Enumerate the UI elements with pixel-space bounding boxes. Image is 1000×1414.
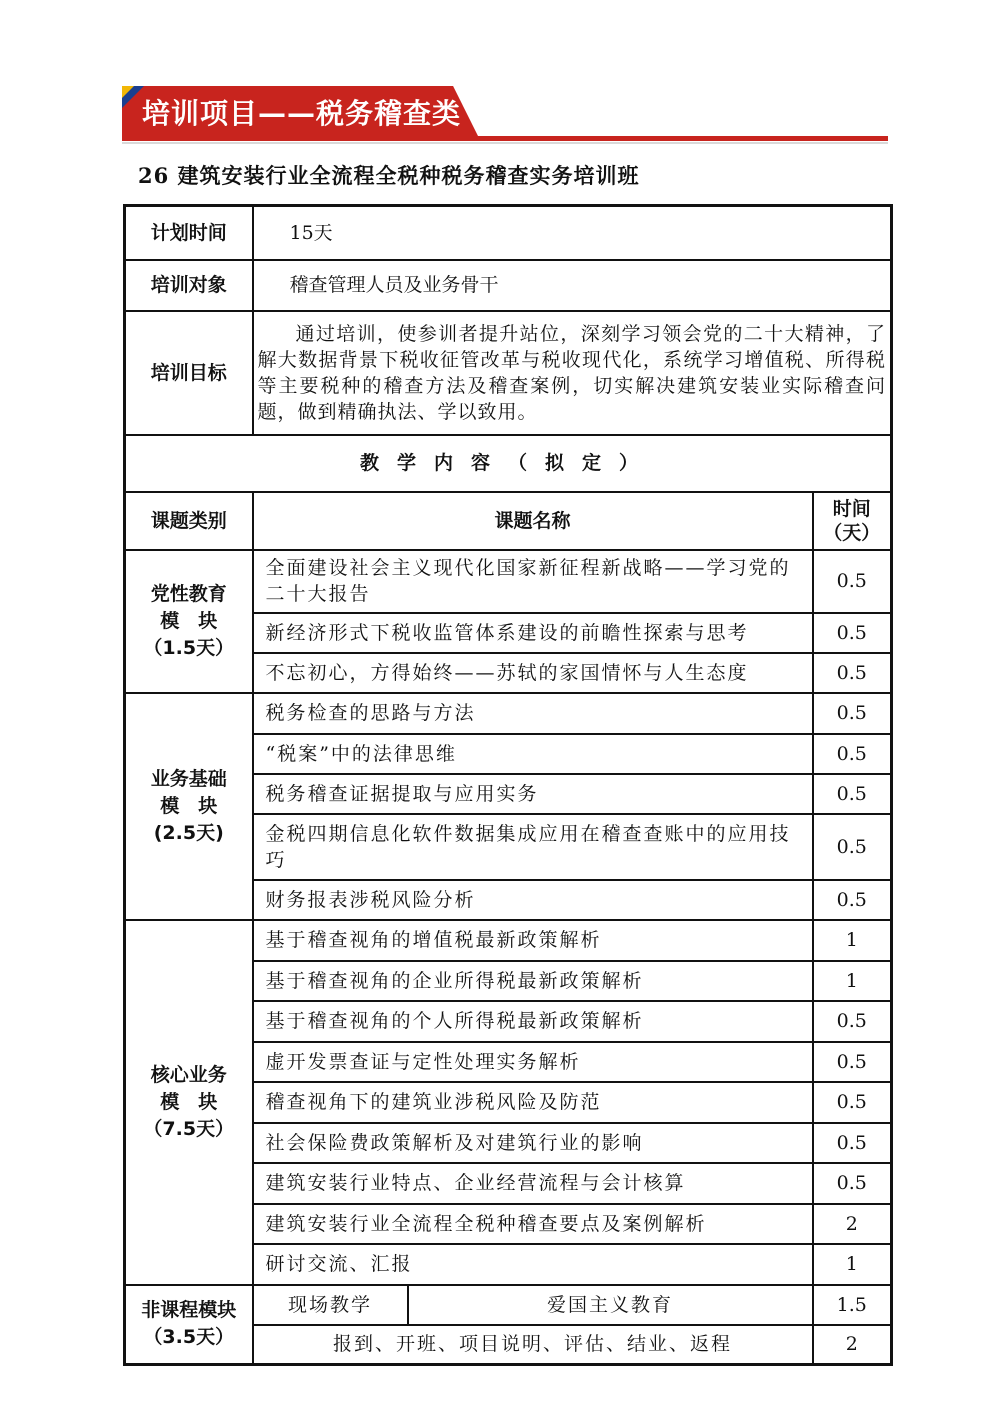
table-row bbox=[125, 920, 892, 961]
topic-name: 税务稽查证据提取与应用实务 bbox=[253, 774, 813, 814]
banner-corner-yellow bbox=[122, 86, 134, 98]
banner-underline-gray bbox=[122, 142, 888, 144]
topic-days: 2 bbox=[813, 1204, 892, 1244]
target-label: 培训对象 bbox=[125, 260, 253, 311]
topic-name: 建筑安装行业全流程全税种稽查要点及案例解析 bbox=[253, 1204, 813, 1244]
topic-days: 0.5 bbox=[813, 1123, 892, 1163]
topic-name: 社会保险费政策解析及对建筑行业的影响 bbox=[253, 1123, 813, 1163]
module-name: 非课程模块 bbox=[141, 1299, 237, 1322]
module-name: 党性教育 bbox=[150, 582, 227, 605]
topic-days: 2 bbox=[813, 1325, 892, 1365]
module-core-category bbox=[125, 920, 253, 1285]
topic-name: 不忘初心，方得始终——苏轼的家国情怀与人生态度 bbox=[253, 653, 813, 693]
topic-name: 研讨交流、汇报 bbox=[253, 1244, 813, 1285]
module-days: （1.5天） bbox=[143, 636, 235, 659]
section-row bbox=[125, 435, 892, 492]
topic-days: 0.5 bbox=[813, 1001, 892, 1042]
topic-name: “税案”中的法律思维 bbox=[253, 734, 813, 774]
topic-days: 0.5 bbox=[813, 814, 892, 880]
noncourse-topic-name: 报到、开班、项目说明、评估、结业、返程 bbox=[253, 1325, 813, 1365]
topic-days: 0.5 bbox=[813, 880, 892, 920]
topic-days: 1 bbox=[813, 1244, 892, 1285]
header-topic-name: 课题名称 bbox=[253, 492, 813, 550]
module-name: 业务基础 bbox=[150, 767, 227, 790]
topic-days: 0.5 bbox=[813, 653, 892, 693]
topic-name: 稽查视角下的建筑业涉税风险及防范 bbox=[253, 1082, 813, 1123]
topic-days: 0.5 bbox=[813, 734, 892, 774]
topic-days: 0.5 bbox=[813, 774, 892, 814]
info-row-target bbox=[125, 260, 892, 311]
noncourse-topic-name: 爱国主义教育 bbox=[408, 1285, 813, 1325]
header-row bbox=[125, 492, 892, 550]
plan-time-label: 计划时间 bbox=[125, 206, 253, 260]
course-title: 26 建筑安装行业全流程全税种税务稽查实务培训班 bbox=[138, 163, 640, 188]
banner-underline bbox=[122, 136, 888, 141]
table-row bbox=[125, 693, 892, 734]
module-days: （3.5天） bbox=[143, 1326, 235, 1349]
course-table bbox=[123, 204, 893, 1366]
goal-label: 培训目标 bbox=[125, 311, 253, 435]
banner-title: 培训项目——税务稽查类 bbox=[142, 97, 462, 130]
topic-name: 全面建设社会主义现代化国家新征程新战略——学习党的二十大报告 bbox=[253, 550, 813, 613]
topic-days: 0.5 bbox=[813, 1163, 892, 1204]
module-noncourse-category bbox=[125, 1285, 253, 1365]
module-days: (2.5天) bbox=[153, 821, 224, 844]
table-row bbox=[125, 1285, 892, 1325]
module-name-sub: 模 块 bbox=[160, 1090, 218, 1113]
noncourse-type: 现场教学 bbox=[253, 1285, 408, 1325]
module-name-sub: 模 块 bbox=[160, 794, 218, 817]
topic-name: 基于稽查视角的个人所得税最新政策解析 bbox=[253, 1001, 813, 1042]
module-basic-category bbox=[125, 693, 253, 920]
topic-name: 税务检查的思路与方法 bbox=[253, 693, 813, 734]
topic-name: 财务报表涉税风险分析 bbox=[253, 880, 813, 920]
module-party-category bbox=[125, 550, 253, 693]
topic-name: 虚开发票查证与定性处理实务解析 bbox=[253, 1042, 813, 1082]
module-days: （7.5天） bbox=[143, 1117, 235, 1140]
section-banner bbox=[122, 86, 888, 144]
plan-time-value: 15天 bbox=[253, 206, 892, 260]
topic-days: 0.5 bbox=[813, 1082, 892, 1123]
table-row bbox=[125, 550, 892, 613]
topic-name: 新经济形式下税收监管体系建设的前瞻性探索与思考 bbox=[253, 613, 813, 653]
topic-days: 1.5 bbox=[813, 1285, 892, 1325]
topic-days: 1 bbox=[813, 961, 892, 1001]
topic-name: 金税四期信息化软件数据集成应用在稽查查账中的应用技巧 bbox=[253, 814, 813, 880]
info-row-goal bbox=[125, 311, 892, 435]
module-name-sub: 模 块 bbox=[160, 609, 218, 632]
goal-value: 通过培训，使参训者提升站位，深刻学习领会党的二十大精神，了解大数据背景下税收征管改革与税收现代化，系统学习增值税、所得税等主要税种的稽查方法及稽查案例，切实解决建筑安装业实际稽查问题，做到精确执法、学以致用。 bbox=[253, 311, 892, 435]
topic-name: 基于稽查视角的企业所得税最新政策解析 bbox=[253, 961, 813, 1001]
topic-days: 0.5 bbox=[813, 613, 892, 653]
section-title: 教学内容（拟定） bbox=[125, 435, 892, 492]
topic-days: 0.5 bbox=[813, 693, 892, 734]
module-name: 核心业务 bbox=[150, 1063, 227, 1086]
topic-days: 0.5 bbox=[813, 1042, 892, 1082]
header-days: 时间（天） bbox=[813, 492, 892, 550]
topic-days: 0.5 bbox=[813, 550, 892, 613]
info-row-plan-time bbox=[125, 206, 892, 260]
topic-name: 建筑安装行业特点、企业经营流程与会计核算 bbox=[253, 1163, 813, 1204]
header-category: 课题类别 bbox=[125, 492, 253, 550]
target-value: 稽查管理人员及业务骨干 bbox=[253, 260, 892, 311]
topic-name: 基于稽查视角的增值税最新政策解析 bbox=[253, 920, 813, 961]
topic-days: 1 bbox=[813, 920, 892, 961]
